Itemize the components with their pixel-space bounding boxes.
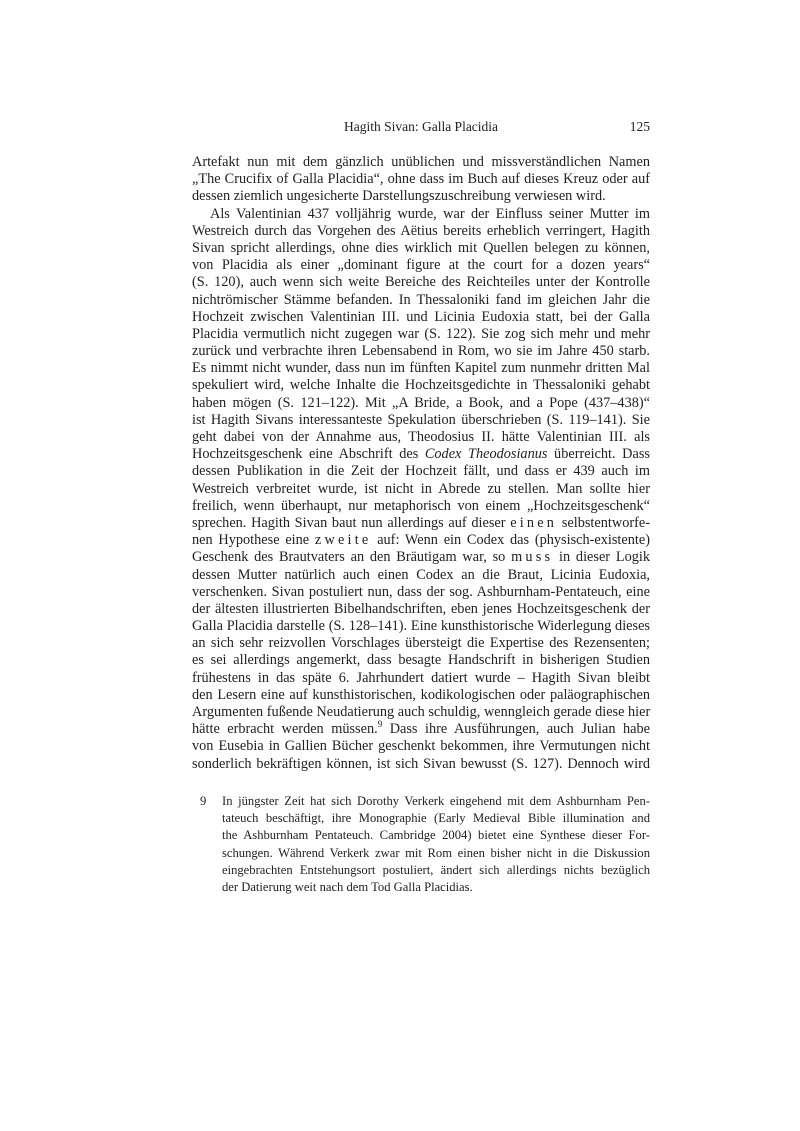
text-line: dessen Mutter natürlich auch einen Codex an die Braut, Licinia Eudoxia, — [192, 566, 650, 583]
text-line: Galla Placidia darstelle (S. 128–141). Eine kunsthistorische Widerlegung dieses — [192, 618, 650, 635]
text-line: nen Hypothese eine zweite auf: Wenn ein Codex das (physisch-existente) — [192, 532, 650, 549]
text-line: hätte erbracht werden müssen.$^9$ Dass ihre Ausführungen, auch Julian habe — [192, 719, 650, 738]
text-line: In jüngster Zeit hat sich Dorothy Verkerk eingehend mit dem Ashburnham Pen- — [222, 794, 650, 808]
text-line: von Eusebia in Gallien Bücher geschenkt bekommen, ihre Vermutungen nicht — [192, 738, 650, 755]
text-line: ist Hagith Sivans interessanteste Spekulation überschrieben (S. 119–141). Sie — [192, 411, 650, 428]
text-line: dessen ziemlich ungesicherte Darstellungszuschreibung verwiesen wird. — [192, 188, 606, 205]
text-line: Westreich verbreitet wurde, ist nicht in Abrede zu stellen. Man sollte hier — [192, 480, 650, 497]
text-line: zurück und verbrachte ihren Lebensabend in Rom, wo sie im Jahre 450 starb. — [192, 343, 650, 360]
text-line: dessen Publikation in die Zeit der Hochzeit fällt, und dass er 439 auch im — [192, 463, 650, 480]
text-line: Argumenten fußende Neudatierung auch schuldig, wenngleich gerade diese hier — [192, 704, 651, 720]
text-line: haben mögen (S. 121–122). Mit „A Bride, a Book, and a Pope (437–438)“ — [192, 394, 650, 411]
text-line: freilich, wenn überhaupt, nur metaphorisch von einem „Hochzeitsgeschenk“ — [192, 497, 650, 514]
text-line: Placidia vermutlich nicht zugegen war (S. 122). Sie zog sich mehr und mehr — [192, 325, 650, 342]
text-line: an sich sehr reizvollen Vorschlages übersteigt die Expertise des Rezensenten; — [192, 635, 650, 652]
text-line: Es nimmt nicht wunder, dass nun im fünften Kapitel zum nunmehr dritten Mal — [192, 360, 650, 377]
spaced-emphasis: zweite — [314, 532, 372, 549]
spaced-emphasis: einen — [510, 514, 558, 531]
text-line: Geschenk des Brautvaters an den Bräutigam war, so muss in dieser Logik — [192, 549, 650, 566]
text-line: der Datierung weit nach dem Tod Galla Placidias. — [222, 879, 473, 894]
page-number: 125 — [629, 119, 650, 134]
text-line: Artefakt nun mit dem gänzlich unüblichen und missverständlichen Namen — [192, 154, 650, 170]
italic-title: Codex Theodosianus — [424, 446, 548, 463]
body-text — [192, 154, 650, 773]
text-line: es sei allerdings angemerkt, dass besagte Handschrift in bisherigen Studien — [192, 652, 650, 669]
text-line: geht dabei von der Annahme aus, Theodosius II. hätte Valentinian III. als — [192, 429, 650, 445]
text-line: Westreich durch das Vorgehen des Aëtius bereits erheblich verringert, Hagith — [192, 222, 650, 239]
text-line: Hochzeit zwischen Valentinian III. und Licinia Eudoxia statt, bei der Galla — [192, 308, 650, 325]
footnote-text — [222, 793, 650, 896]
text-line: sprechen. Hagith Sivan baut nun allerdings auf dieser einen selbstentworfe- — [192, 514, 650, 531]
text-line: Als Valentinian 437 volljährig wurde, war der Einfluss seiner Mutter im — [210, 205, 650, 222]
text-line: tateuch beschäftigt, ihre Monographie (Early Medieval Bible illumination and — [222, 811, 650, 826]
text-line: the Ashburnham Pentateuch. Cambridge 2004) bietet eine Synthese dieser For- — [222, 828, 650, 843]
running-header — [192, 119, 650, 137]
text-line: nichtrömischer Stämme befanden. In Thessaloniki fand im gleichen Jahr die — [192, 291, 650, 308]
text-line: frühestens in das späte 6. Jahrhundert datiert wurde – Hagith Sivan bleibt — [192, 669, 650, 686]
text-line: von Placidia als einer „dominant figure at the court for a dozen years“ — [192, 257, 650, 274]
text-line: spekuliert wird, welche Inhalte die Hochzeitsgedichte in Thessaloniki gehabt — [192, 377, 650, 394]
text-line: eingebrachten Entstehungsort postuliert, ändert sich allerdings nichts bezüglich — [222, 862, 650, 877]
text-line: Sivan spricht allerdings, ohne dies wirklich mit Quellen belegen zu können, — [192, 239, 650, 256]
text-line: schungen. Während Verkerk zwar mit Rom einen bisher nicht in die Diskussion — [222, 845, 650, 860]
footnote-number: 9 — [200, 794, 207, 808]
text-line: verschenken. Sivan postuliert nun, dass der sog. Ashburnham-Pentateuch, eine — [192, 583, 650, 600]
footnote — [200, 793, 650, 896]
spaced-emphasis: muss — [511, 549, 554, 566]
text-line: der ältesten illustrierten Bibelhandschriften, eben jenes Hochzeitsgeschenk der — [192, 600, 650, 617]
text-line: den Lesern eine auf kunsthistorischen, kodikologischen oder paläographischen — [192, 686, 650, 703]
footnote-reference[interactable]: 9 — [377, 719, 383, 730]
text-line: (S. 120), auch wenn sich weite Bereiche des Reichteiles unter der Kontrolle — [192, 274, 650, 291]
running-title: Hagith Sivan: Galla Placidia — [343, 119, 499, 134]
text-line: „The Crucifix of Galla Placidia“, ohne dass im Buch auf dieses Kreuz oder auf — [192, 171, 650, 188]
text-line: Hochzeitsgeschenk eine Abschrift des Codex Theodosianus überreicht. Dass — [192, 446, 650, 463]
text-line: sonderlich bekräftigen können, ist sich Sivan bewusst (S. 127). Dennoch wird — [192, 755, 650, 772]
